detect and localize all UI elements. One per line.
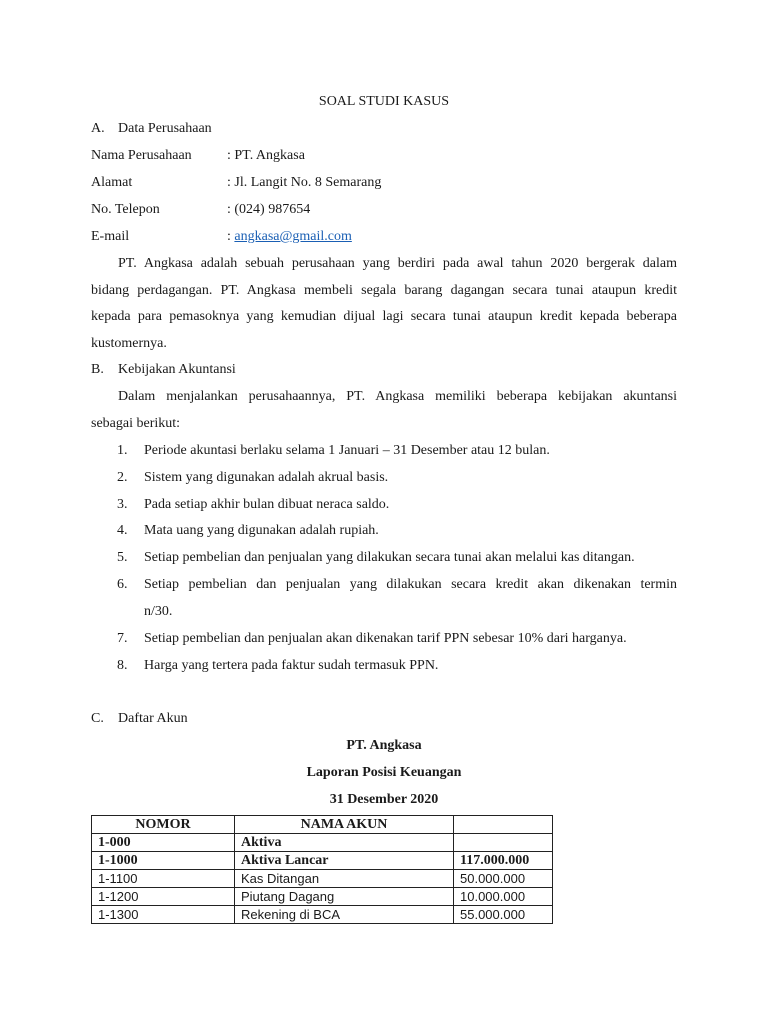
list-item-number: 6.: [117, 577, 128, 592]
field-prefix: :: [227, 229, 235, 244]
section-a-title: Data Perusahaan: [118, 121, 212, 136]
page-title: SOAL STUDI KASUS: [318, 94, 450, 109]
section-b-letter: B.: [91, 362, 104, 377]
account-amount: 50.000.000: [454, 870, 553, 888]
field-label: Nama Perusahaan: [91, 148, 192, 163]
account-amount: [454, 834, 553, 852]
header-nama-akun: NAMA AKUN: [235, 816, 454, 834]
table-row: [92, 906, 553, 924]
paragraph-line: PT. Angkasa adalah sebuah perusahaan yang berdiri pada awal tahun 2020 bergerak dalam: [118, 256, 677, 271]
list-item-text-continued: n/30.: [144, 604, 173, 619]
account-name: Kas Ditangan: [235, 870, 454, 888]
table-row: [92, 870, 553, 888]
account-number: 1-000: [92, 834, 235, 852]
field-phone: [91, 201, 310, 219]
list-item-number: 3.: [117, 497, 128, 512]
email-link[interactable]: angkasa@gmail.com: [234, 229, 352, 244]
list-item-text: Setiap pembelian dan penjualan yang dilakukan secara kredit akan dikenakan termin: [144, 577, 677, 592]
account-number: 1-1300: [92, 906, 235, 924]
list-item-number: 1.: [117, 443, 128, 458]
field-label: No. Telepon: [91, 202, 160, 217]
section-a-heading: [91, 120, 212, 138]
list-item-text: Setiap pembelian dan penjualan yang dilakukan secara tunai akan melalui kas ditangan.: [144, 550, 635, 565]
list-item-number: 7.: [117, 631, 128, 646]
field-label: E-mail: [91, 229, 130, 244]
table-row: [92, 834, 553, 852]
intro-line: Dalam menjalankan perusahaannya, PT. Angkasa memiliki beberapa kebijakan akuntansi: [118, 389, 677, 404]
report-company: PT. Angkasa: [346, 738, 422, 753]
list-item-number: 2.: [117, 470, 128, 485]
field-value: : (024) 987654: [227, 202, 311, 217]
section-c-heading: [91, 710, 188, 728]
list-item-text: Mata uang yang digunakan adalah rupiah.: [144, 523, 379, 538]
account-name: Piutang Dagang: [235, 888, 454, 906]
account-number: 1-1000: [92, 852, 235, 870]
field-company-name: [91, 147, 305, 165]
field-email: [91, 228, 352, 246]
list-item-text: Harga yang tertera pada faktur sudah termasuk PPN.: [144, 658, 439, 673]
field-value: : PT. Angkasa: [227, 148, 305, 163]
section-a-letter: A.: [91, 121, 105, 136]
paragraph-line: kepada para pemasoknya yang kemudian dijual lagi secara tunai ataupun kredit kepada beberapa: [91, 309, 677, 324]
report-name: Laporan Posisi Keuangan: [306, 765, 462, 780]
field-label: Alamat: [91, 175, 133, 190]
account-table: [91, 815, 553, 924]
section-b-title: Kebijakan Akuntansi: [118, 362, 236, 377]
list-item-text: Periode akuntasi berlaku selama 1 Januari – 31 Desember atau 12 bulan.: [144, 443, 550, 458]
account-number: 1-1200: [92, 888, 235, 906]
table-row: [92, 888, 553, 906]
field-address: [91, 174, 381, 192]
paragraph-line: kustomernya.: [91, 336, 167, 351]
account-amount: 10.000.000: [454, 888, 553, 906]
list-item-text: Setiap pembelian dan penjualan akan dikenakan tarif PPN sebesar 10% dari harganya.: [144, 631, 627, 646]
account-name: Aktiva: [235, 834, 454, 852]
intro-line: sebagai berikut:: [91, 416, 181, 431]
list-item-number: 8.: [117, 658, 128, 673]
section-c-title: Daftar Akun: [118, 711, 188, 726]
account-name: Rekening di BCA: [235, 906, 454, 924]
list-item-number: 5.: [117, 550, 128, 565]
paragraph-line: bidang perdagangan. PT. Angkasa membeli segala barang dagangan secara tunai ataupun kredit: [91, 283, 677, 298]
account-amount: 55.000.000: [454, 906, 553, 924]
table-row: [92, 852, 553, 870]
account-amount: 117.000.000: [454, 852, 553, 870]
header-nomor: NOMOR: [92, 816, 235, 834]
section-b-heading: [91, 361, 236, 379]
list-item-text: Sistem yang digunakan adalah akrual basis.: [144, 470, 389, 485]
list-item-text: Pada setiap akhir bulan dibuat neraca saldo.: [144, 497, 390, 512]
header-amount: [454, 816, 553, 834]
account-number: 1-1100: [92, 870, 235, 888]
report-date: 31 Desember 2020: [329, 792, 439, 807]
section-c-letter: C.: [91, 711, 104, 726]
list-item-number: 4.: [117, 523, 128, 538]
field-value: : Jl. Langit No. 8 Semarang: [227, 175, 382, 190]
table-header-row: [92, 816, 553, 834]
account-name: Aktiva Lancar: [235, 852, 454, 870]
